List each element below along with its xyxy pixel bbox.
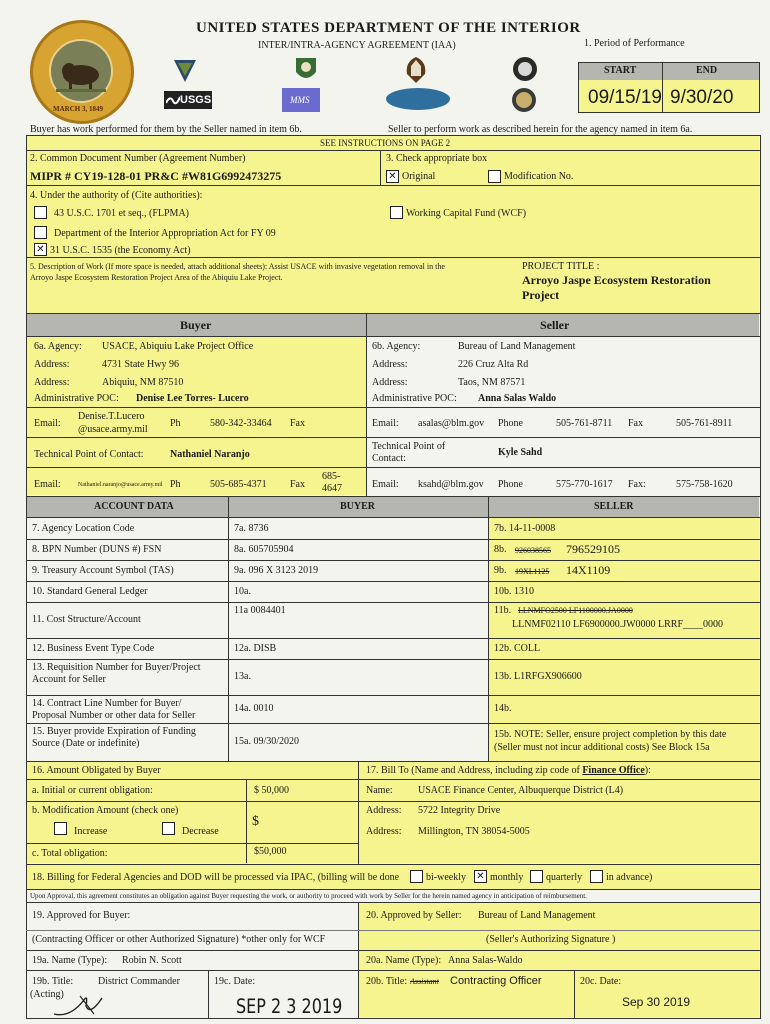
account-seller-prefix: 9b. — [494, 564, 507, 576]
account-seller-prefix: 8b. — [494, 543, 507, 555]
account-row-label: 10. Standard General Ledger — [32, 585, 148, 597]
account-row-divider — [26, 539, 760, 540]
fws-logo — [294, 56, 318, 84]
account-seller-value[interactable]: 12b. COLL — [494, 642, 541, 654]
buyer-tech-fax-2[interactable]: 4647 — [322, 483, 342, 494]
account-row-label: Account for Seller — [32, 674, 106, 685]
doi-seal — [30, 20, 134, 124]
account-seller-struck: 19XL1125 — [515, 566, 550, 576]
seller-address-2[interactable]: Taos, NM 87571 — [458, 377, 526, 388]
buyer-signer-name[interactable]: Robin N. Scott — [122, 955, 182, 966]
end-date[interactable]: 9/30/20 — [670, 87, 734, 108]
account-seller-value[interactable]: 13b. L1RFGX906600 — [494, 671, 582, 682]
modification-label: Modification No. — [504, 171, 574, 182]
mms-logo: MMS — [282, 88, 320, 112]
instructions-text: SEE INSTRUCTIONS ON PAGE 2 — [320, 138, 451, 148]
seller-tech-poc[interactable]: Kyle Sahd — [498, 447, 543, 458]
project-title-label: PROJECT TITLE : — [522, 261, 600, 272]
account-row-label: 8. BPN Number (DUNS #) FSN — [32, 543, 162, 555]
project-title-2[interactable]: Project — [522, 288, 560, 302]
block20-label: 20. Approved by Seller: — [366, 910, 462, 921]
blm-logo — [172, 58, 198, 84]
account-seller-value[interactable]: 15b. NOTE: Seller, ensure project completion by this date — [494, 729, 727, 740]
account-seller-value[interactable]: 796529105 — [566, 541, 620, 556]
buyer-address-2[interactable]: Abiquiu, NM 87510 — [102, 377, 184, 388]
economy-act-checkbox[interactable]: ✕ — [34, 243, 47, 256]
account-buyer-value[interactable]: 7a. 8736 — [234, 522, 269, 534]
period-label: 1. Period of Performance — [584, 38, 685, 49]
buyer-email-1[interactable]: Denise.T.Lucero — [78, 411, 145, 422]
monthly-checkbox[interactable]: ✕ — [474, 870, 487, 883]
document-title: UNITED STATES DEPARTMENT OF THE INTERIOR — [196, 20, 581, 36]
block2-label: 2. Common Document Number (Agreement Number) — [30, 153, 246, 164]
account-seller-value[interactable]: LLNMF02110 LF6900000.JW0000 LRRF____0000 — [512, 619, 724, 630]
account-row-label: Source (Date or indefinite) — [32, 738, 140, 749]
nps-logo — [405, 56, 427, 84]
block16-label: 16. Amount Obligated by Buyer — [32, 765, 161, 776]
block18-label: 18. Billing for Federal Agencies and DOD will be processed via IPAC, (billing will be done — [32, 872, 400, 883]
original-checkbox[interactable]: ✕ — [386, 170, 399, 183]
flpma-label: 43 U.S.C. 1701 et seq., (FLPMA) — [54, 208, 190, 219]
seller-title-struck: Assistant — [410, 977, 439, 986]
buyer-agency[interactable]: USACE, Abiquiu Lake Project Office — [102, 341, 254, 352]
economy-act-label: 31 U.S.C. 1535 (the Economy Act) — [50, 245, 191, 256]
account-buyer-value[interactable]: 11a 0084401 — [234, 605, 286, 616]
account-seller-value[interactable]: 7b. 14-11-0008 — [494, 522, 556, 534]
account-buyer-value[interactable]: 14a. 0010 — [234, 703, 274, 714]
account-row-label: 15. Buyer provide Expiration of Funding — [32, 726, 196, 737]
appropriation-act-checkbox[interactable] — [34, 226, 47, 239]
decrease-checkbox[interactable] — [162, 822, 175, 835]
account-row-divider — [26, 638, 760, 639]
seller-signer-title[interactable]: Contracting Officer — [450, 975, 542, 987]
seller-tech-phone[interactable]: 575-770-1617 — [556, 479, 613, 490]
buyer-address-1[interactable]: 4731 State Hwy 96 — [102, 359, 179, 370]
wcf-label: Working Capital Fund (WCF) — [406, 208, 527, 219]
bill-to-name[interactable]: USACE Finance Center, Albuquerque District (L4) — [418, 785, 624, 796]
increase-checkbox[interactable] — [54, 822, 67, 835]
biweekly-checkbox[interactable] — [410, 870, 423, 883]
account-seller-struck: LLNMFO2500 LF1100000.JA0000 — [518, 606, 633, 615]
seal-inner — [49, 39, 113, 103]
original-label: Original — [402, 171, 436, 182]
buyer-tech-fax-1[interactable]: 685- — [322, 471, 341, 482]
account-buyer-value[interactable]: 9a. 096 X 3123 2019 — [234, 564, 319, 576]
usgs-logo: USGS — [164, 91, 212, 109]
agreement-number[interactable]: MIPR # CY19-128-01 PR&C #W81G6992473275 — [30, 169, 282, 183]
end-label: END — [696, 65, 718, 76]
quarterly-checkbox[interactable] — [530, 870, 543, 883]
block17-label: 17. Bill To (Name and Address, including zip code of Finance Office): — [366, 765, 651, 776]
buyer-signature — [50, 992, 120, 1018]
seller-address-1[interactable]: 226 Cruz Alta Rd — [458, 359, 529, 370]
account-row-label: 14. Contract Line Number for Buyer/ — [32, 698, 182, 709]
account-buyer-value[interactable]: 10a. — [234, 585, 251, 597]
seller-email[interactable]: asalas@blm.gov — [418, 418, 485, 429]
account-row-divider — [26, 695, 760, 696]
buyer-intro: Buyer has work performed for them by the Seller named in item 6b. — [30, 124, 302, 135]
wcf-checkbox[interactable] — [390, 206, 403, 219]
block19-label: 19. Approved for Buyer: — [32, 910, 131, 921]
advance-checkbox[interactable] — [590, 870, 603, 883]
buyer-email-2[interactable]: @usace.army.mil — [78, 424, 148, 435]
seller-agency-sign: Bureau of Land Management — [478, 910, 596, 921]
buyer-signer-title[interactable]: District Commander — [98, 976, 180, 987]
bison-icon — [51, 41, 111, 101]
block5-label-2: Arroyo Jaspe Ecosystem Restoration Project Area of the Abiquiu Lake Project. — [30, 273, 283, 282]
account-row-label: 12. Business Event Type Code — [32, 642, 155, 654]
account-row-label: 13. Requisition Number for Buyer/Project — [32, 662, 201, 673]
seller-signer-name[interactable]: Anna Salas-Waldo — [448, 955, 523, 966]
account-buyer-value[interactable]: 15a. 09/30/2020 — [234, 736, 299, 747]
seal-date: MARCH 3, 1849 — [53, 105, 103, 113]
account-seller-struck: 926038565 — [515, 545, 551, 555]
buyer-phone[interactable]: 580-342-33464 — [210, 418, 272, 429]
block4-label: 4. Under the authority of (Cite authorities): — [30, 190, 203, 201]
seller-fax[interactable]: 505-761-8911 — [676, 418, 733, 429]
account-seller-value[interactable]: (Seller must not incur additional costs) See Block 15a — [494, 742, 710, 753]
flpma-checkbox[interactable] — [34, 206, 47, 219]
account-row-divider — [26, 723, 760, 724]
seller-phone[interactable]: 505-761-8711 — [556, 418, 613, 429]
account-row-label: 9. Treasury Account Symbol (TAS) — [32, 564, 174, 576]
seller-tech-email[interactable]: ksahd@blm.gov — [418, 479, 484, 490]
buyer-tech-email[interactable]: Nathaniel.naranjo@usace.army.mil — [78, 482, 163, 488]
document-subtitle: INTER/INTRA-AGENCY AGREEMENT (IAA) — [258, 40, 456, 51]
account-seller-value[interactable]: 10b. 1310 — [494, 585, 534, 597]
account-row-label: 11. Cost Structure/Account — [32, 614, 141, 625]
bill-to-address-1[interactable]: 5722 Integrity Drive — [418, 805, 501, 816]
bill-to-address-2[interactable]: Millington, TN 38054-5005 — [418, 826, 530, 837]
account-seller-prefix: 11b. — [494, 605, 512, 616]
seller-sign-date[interactable]: Sep 30 2019 — [622, 995, 691, 1009]
modification-checkbox[interactable] — [488, 170, 501, 183]
account-seller-value[interactable]: 14X1109 — [566, 562, 611, 577]
project-title-1[interactable]: Arroyo Jaspe Ecosystem Restoration — [522, 273, 711, 287]
appropriation-act-label: Department of the Interior Appropriation Act for FY 09 — [54, 228, 276, 239]
start-label: START — [604, 65, 637, 76]
buyer-sign-date[interactable]: SEP 2 3 2019 — [236, 995, 343, 1018]
modification-amount[interactable]: $ — [252, 814, 259, 829]
buyer-tech-phone[interactable]: 505-685-4371 — [210, 479, 267, 490]
buyer-poc[interactable]: Denise Lee Torres- Lucero — [136, 393, 249, 404]
total-obligation[interactable]: $50,000 — [254, 846, 287, 857]
buyer-tech-poc[interactable]: Nathaniel Naranjo — [170, 449, 250, 460]
obligation-notice: Upon Approval, this agreement constitutes an obligation against Buyer requesting the work, or authority to proceed with work by Seller for the herein named agency in anticipation of reimbursement. — [30, 892, 587, 900]
account-buyer-value[interactable]: 13a. — [234, 671, 251, 682]
account-seller-value[interactable]: 14b. — [494, 703, 512, 714]
account-buyer-value[interactable]: 12a. DISB — [234, 642, 277, 654]
account-buyer-value[interactable]: 8a. 605705904 — [234, 543, 294, 555]
account-row-divider — [26, 659, 760, 660]
bor-logo — [386, 88, 450, 110]
seller-tech-fax[interactable]: 575-758-1620 — [676, 479, 733, 490]
buyer-agency-label: 6a. Agency: — [34, 341, 82, 352]
reclamation-logo — [513, 57, 537, 81]
account-row-divider — [26, 560, 760, 561]
block3-label: 3. Check appropriate box — [386, 153, 488, 164]
seller-poc[interactable]: Anna Salas Waldo — [478, 393, 557, 404]
account-row-label: Proposal Number or other data for Seller — [32, 710, 196, 721]
initial-obligation[interactable]: $ 50,000 — [254, 785, 289, 796]
block5-label-1: 5. Description of Work (If more space is needed, attach additional sheets): Assist USACE with invasive vegetation removal in the — [30, 262, 445, 271]
seller-agency[interactable]: Bureau of Land Management — [458, 341, 576, 352]
account-row-label: 7. Agency Location Code — [32, 522, 135, 534]
account-row-divider — [26, 581, 760, 582]
account-row-divider — [26, 602, 760, 603]
bia-logo — [512, 88, 536, 112]
start-date[interactable]: 09/15/19 — [588, 87, 662, 108]
seller-intro: Seller to perform work as described herein for the agency named in item 6a. — [388, 124, 693, 135]
